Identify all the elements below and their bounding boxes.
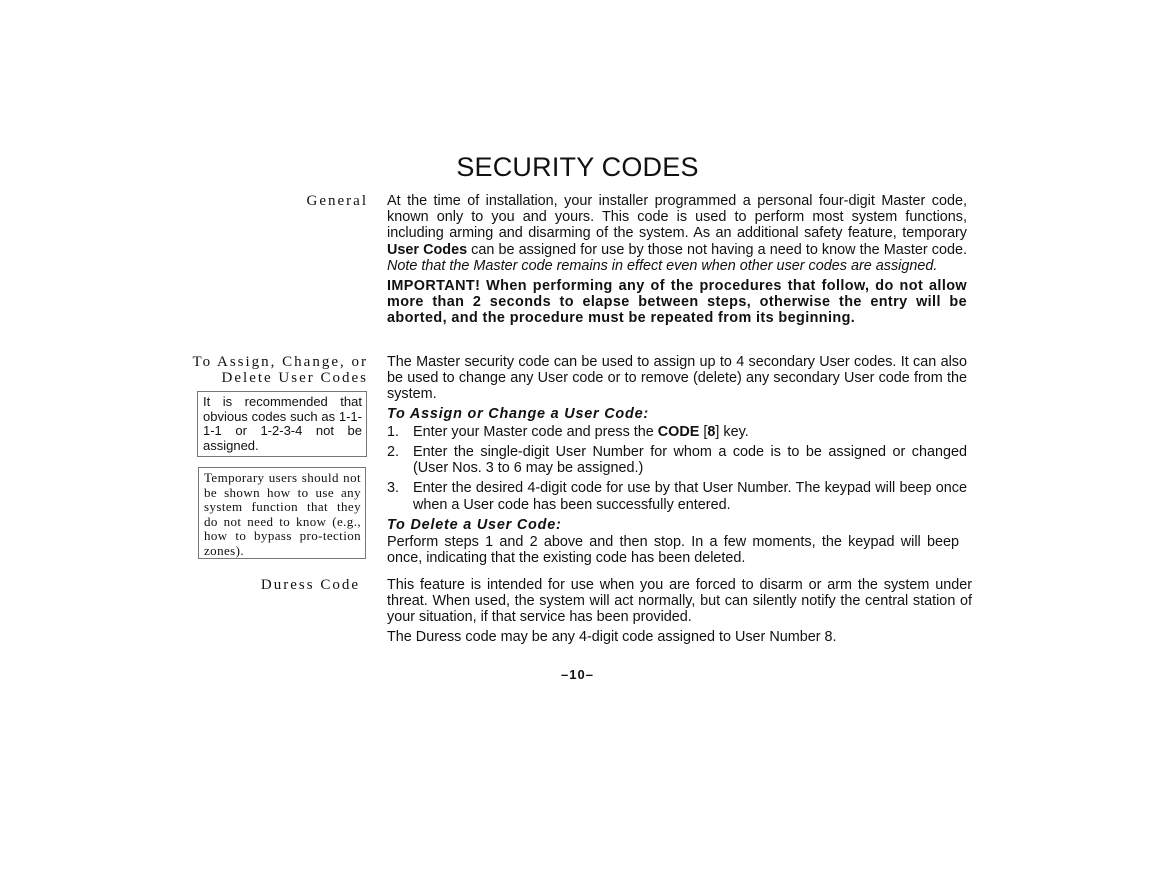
key-number: 8: [707, 423, 716, 440]
step-text: Enter the single-digit User Number for whom a code is to be assigned or changed (User Nos. 3 to 6 may be assigned.): [413, 444, 967, 477]
step-number: 1.: [387, 423, 400, 440]
step-1-bracket-open: [: [699, 423, 708, 440]
duress-section: [387, 577, 972, 645]
assign-label-line1: To Assign, Change, or: [192, 354, 368, 370]
section-label-duress: Duress Code: [260, 577, 360, 593]
step-1-text-a: Enter your Master code and press the: [413, 423, 658, 440]
step-3: [387, 480, 967, 512]
general-paragraph: [387, 193, 967, 274]
code-key-label: CODE: [657, 423, 700, 440]
important-warning: IMPORTANT! When performing any of the procedures that follow, do not allow more than 2 seconds to elapse between steps, otherwise the entry will be aborted, and the procedure must be repeated from its beginning.: [387, 278, 967, 327]
assign-label-line2: Delete User Codes: [221, 370, 368, 386]
assign-heading: To Assign or Change a User Code:: [387, 405, 650, 422]
duress-code-note: The Duress code may be any 4-digit code assigned to User Number 8.: [387, 628, 837, 645]
delete-text: Perform steps 1 and 2 above and then stop. In a few moments, the keypad will beep once, indicating that the existing code has been deleted.: [387, 534, 959, 567]
note-box-temporary-users: Temporary users should not be shown how to use any system function that they do not need to know (e.g., how to bypass pro-tection zones).: [198, 467, 366, 559]
step-2: [387, 444, 967, 476]
duress-paragraph: This feature is intended for use when you are forced to disarm or arm the system under threat. When used, the system will act normally, but can silently notify the central station of your situation, if that service has been provided.: [387, 577, 972, 626]
section-label-assign: [180, 354, 368, 386]
step-number: 2.: [387, 444, 400, 461]
page-number: –10–: [561, 667, 594, 682]
master-code-note: Note that the Master code remains in effect even when other user codes are assigned.: [387, 257, 938, 274]
assign-section: [387, 354, 967, 566]
step-1-text-b: ] key.: [715, 423, 749, 440]
page-title: SECURITY CODES: [456, 152, 699, 182]
step-text: Enter the desired 4-digit code for use by that User Number. The keypad will beep once when a User code has been successfully entered.: [413, 480, 967, 513]
delete-heading: To Delete a User Code:: [387, 516, 562, 533]
general-text-a: At the time of installation, your installer programmed a personal four-digit Master code, known only to you and yours. This code is used to perform most system functions, including arming and disarming of the system. As an additional safety feature, temporary: [387, 193, 967, 242]
step-number: 3.: [387, 480, 400, 497]
general-section: [387, 193, 967, 327]
note-box-obvious-codes: It is recommended that obvious codes such as 1-1-1-1 or 1-2-3-4 not be assigned.: [197, 391, 367, 457]
user-codes-term: User Codes: [387, 241, 468, 258]
step-text: [413, 424, 967, 440]
general-text-b: can be assigned for use by those not having a need to know the Master code.: [467, 241, 967, 258]
step-1: [387, 424, 967, 440]
assign-intro: The Master security code can be used to assign up to 4 secondary User codes. It can also be used to change any User code or to remove (delete) any secondary User code from the system.: [387, 354, 967, 403]
section-label-general: General: [306, 193, 368, 209]
